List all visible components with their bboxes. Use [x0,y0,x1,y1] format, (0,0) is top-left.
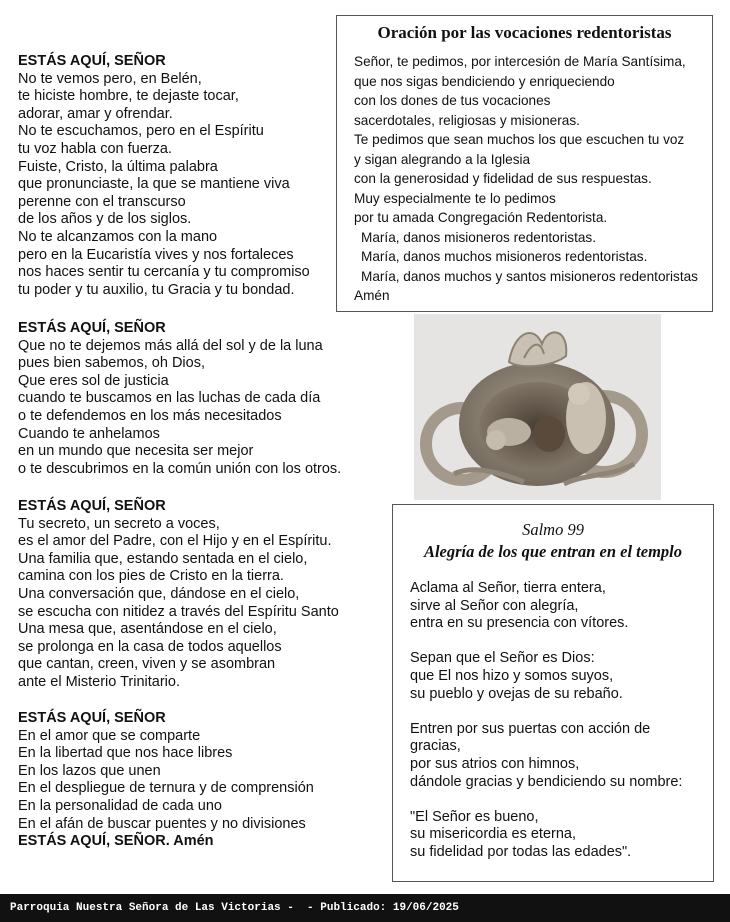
psalm-line: su misericordia es eterna, [410,826,577,843]
footer-parish: Parroquia Nuestra Señora de Las Victorias - [10,902,301,914]
stanza-line: No te escuchamos, pero en el Espíritu [18,123,264,140]
stanza-heading: ESTÁS AQUÍ, SEÑOR [18,710,166,726]
psalm-box [392,504,714,882]
stanza-heading: ESTÁS AQUÍ, SEÑOR [18,498,166,514]
prayer-line: sacerdotales, religiosas y misioneras. [354,112,580,128]
stanza-line: En el amor que se comparte [18,727,201,744]
psalm-body [410,580,710,862]
stanza-line: cuando te buscamos en las luchas de cada día [18,390,321,407]
stanza-line: No te alcanzamos con la mano [18,228,218,245]
stanza-line: en un mundo que necesita ser mejor [18,443,254,460]
stanza-line: No te vemos pero, en Belén, [18,70,202,87]
stanza-line: que pronunciaste, la que se mantiene viva [18,176,290,193]
stanza-line: En los lazos que unen [18,762,161,779]
psalm-line: su fidelidad por todas las edades". [410,843,632,860]
stanza-heading: ESTÁS AQUÍ, SEÑOR [18,53,166,69]
prayer-line: María, danos muchos misioneros redentoristas. [361,249,648,264]
prayer-line: Muy especialmente te lo pedimos [354,190,556,206]
stanza-line: adorar, amar y ofrendar. [18,105,173,122]
psalm-subtitle: Alegría de los que entran en el templo [423,542,683,561]
psalm-stanza-gap [410,633,710,651]
poem-stanza-3 [18,498,378,692]
psalm-line: Aclama al Señor, tierra entera, [410,580,606,596]
stanza-line: te hiciste hombre, te dejaste tocar, [18,88,239,105]
prayer-line: que nos sigas bendiciendo y enriqueciendo [354,73,615,89]
prayer-body [354,52,698,306]
psalm-line: sirve al Señor con alegría, [410,597,579,614]
prayer-box [336,15,713,312]
stanza-line: Una familia que, estando sentada en el cielo, [18,550,308,567]
stanza-heading: ESTÁS AQUÍ, SEÑOR [18,320,166,336]
poem-stanza-4 [18,710,378,851]
psalm-line: "El Señor es bueno, [410,808,539,825]
stanza-line: tu voz habla con fuerza. [18,140,172,157]
psalm-title: Salmo 99 [522,520,584,539]
prayer-line: Señor, te pedimos, por intercesión de María Santísima, [354,54,686,69]
footer-bar [0,894,730,922]
stanza-line: o te descubrimos en la común unión con los otros. [18,460,342,477]
stanza-line: perenne con el transcurso [18,193,186,210]
stanza-line: En la personalidad de cada uno [18,797,222,814]
stanza-line: pero en la Eucaristía vives y nos fortaleces [18,246,294,263]
stanza-line: es el amor del Padre, con el Hijo y en el Espíritu. [18,533,332,550]
prayer-line: y sigan alegrando a la Iglesia [354,151,531,167]
psalm-stanza-gap [410,703,710,721]
stanza-line: de los años y de los siglos. [18,211,192,228]
stanza-line: Una conversación que, dándose en el cielo, [18,585,300,602]
psalm-line: por sus atrios con himnos, [410,755,580,772]
stanza-line: Fuiste, Cristo, la última palabra [18,158,218,175]
stanza-line: En la libertad que nos hace libres [18,745,233,762]
psalm-line: su pueblo y ovejas de su rebaño. [410,685,623,702]
stanza-line: o te defendemos en los más necesitados [18,407,282,424]
stanza-line: Que eres sol de justicia [18,372,169,389]
stanza-line: se prolonga en la casa de todos aquellos [18,638,282,655]
psalm-stanza-gap [410,791,710,809]
stanza-line: Tu secreto, un secreto a voces, [18,515,220,532]
holy-family-sculpture-image [414,314,661,500]
prayer-line: María, danos misioneros redentoristas. [361,229,596,245]
stanza-line: tu poder y tu auxilio, tu Gracia y tu bondad. [18,281,295,298]
psalm-line: Entren por sus puertas con acción de [410,720,651,737]
prayer-line: Te pedimos que sean muchos los que escuchen tu voz [354,132,685,147]
psalm-line: Sepan que el Señor es Dios: [410,650,595,667]
prayer-line: Amén [354,288,390,303]
stanza-line: ante el Misterio Trinitario. [18,673,180,690]
psalm-line: entra en su presencia con vítores. [410,615,629,632]
stanza-heading: ESTÁS AQUÍ, SEÑOR. Amén [18,833,214,850]
stanza-line: pues bien sabemos, oh Dios, [18,355,205,372]
stanza-line: Cuando te anhelamos [18,425,160,442]
prayer-line: con la generosidad y fidelidad de sus respuestas. [354,171,652,186]
footer-published: - Publicado: 19/06/2025 [300,902,459,914]
psalm-line: gracias, [410,738,461,755]
stanza-line: que cantan, creen, viven y se asombran [18,656,276,673]
stanza-line: nos haces sentir tu cercanía y tu compromiso [18,264,310,281]
prayer-line: por tu amada Congregación Redentorista. [354,210,608,225]
poem-stanza-2 [18,320,378,478]
stanza-line: Que no te dejemos más allá del sol y de la luna [18,337,323,354]
prayer-line: con los dones de tus vocaciones [354,93,551,108]
poem-stanza-1 [18,53,378,299]
psalm-line: que El nos hizo y somos suyos, [410,667,614,684]
prayer-line: María, danos muchos y santos misioneros redentoristas [361,268,698,284]
psalm-line: dándole gracias y bendiciendo su nombre: [410,773,683,790]
stanza-line: camina con los pies de Cristo en la tierra. [18,568,284,585]
prayer-title: Oración por las vocaciones redentoristas [377,23,672,42]
stanza-line: En el afán de buscar puentes y no divisiones [18,815,306,832]
stanza-line: En el despliegue de ternura y de comprensión [18,780,314,797]
stanza-line: se escucha con nitidez a través del Espíritu Santo [18,603,339,620]
stanza-line: Una mesa que, asentándose en el cielo, [18,621,277,638]
